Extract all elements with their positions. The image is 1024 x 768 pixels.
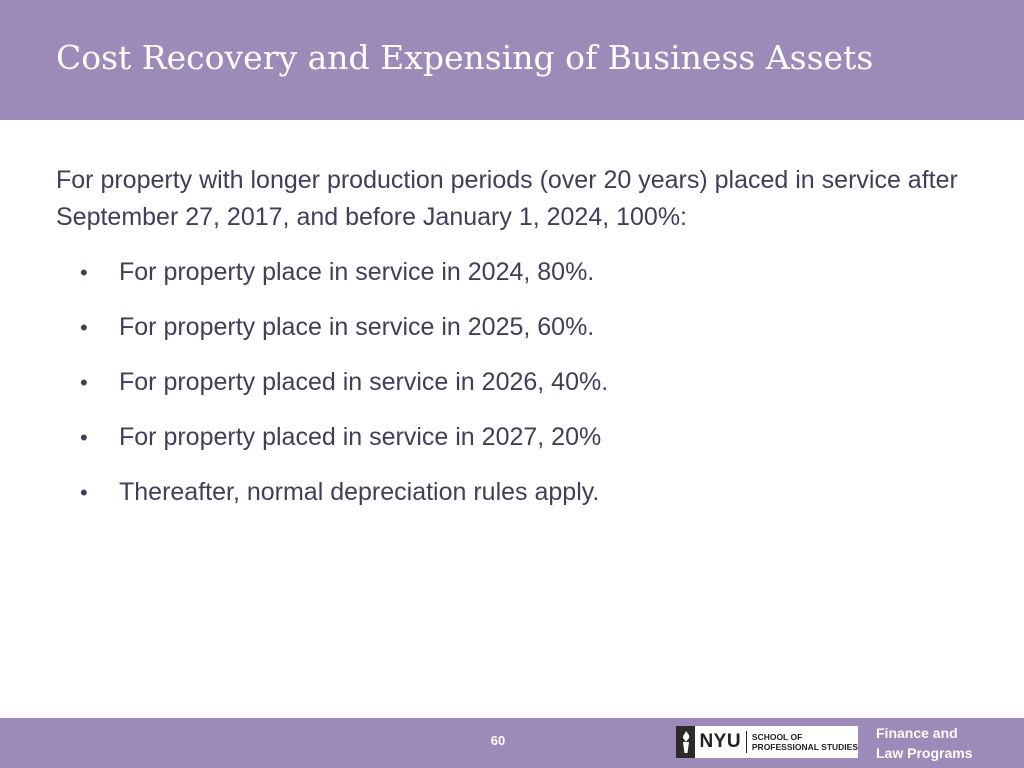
bullet-text: For property place in service in 2024, 80%.: [119, 258, 595, 286]
logo-nyu-text: NYU: [699, 731, 742, 752]
list-item: [80, 364, 608, 419]
list-item: [80, 254, 608, 309]
list-item: [80, 474, 608, 529]
title-band: [0, 0, 1024, 120]
intro-paragraph: For property with longer production periods (over 20 years) placed in service after September 27, 2017, and before January 1, 2024, 100%:: [56, 166, 958, 231]
torch-icon: [676, 726, 695, 758]
bullet-icon: •: [80, 260, 88, 285]
program-name: [876, 723, 972, 763]
bullet-icon: •: [80, 480, 88, 505]
program-line2: Law Programs: [876, 745, 973, 761]
bullet-icon: •: [80, 425, 88, 450]
bullet-icon: •: [80, 315, 88, 340]
program-line1: Finance and: [876, 725, 958, 741]
slide-title: Cost Recovery and Expensing of Business Assets: [56, 38, 874, 77]
list-item: [80, 419, 608, 474]
list-item: [80, 309, 608, 364]
logo-school-line1: SCHOOL OF: [751, 732, 803, 742]
bullet-text: For property placed in service in 2027, 20%: [119, 423, 602, 451]
bullet-text: Thereafter, normal depreciation rules apply.: [119, 478, 600, 506]
logo-school-text: [747, 732, 858, 752]
bullet-list: [80, 254, 608, 529]
page-number: 60: [490, 733, 506, 748]
logo-school-line2: PROFESSIONAL STUDIES: [751, 742, 858, 752]
footer-band: [0, 718, 1024, 768]
bullet-text: For property placed in service in 2026, 40%.: [119, 368, 609, 396]
nyu-sps-logo: [676, 726, 858, 758]
bullet-text: For property place in service in 2025, 60%.: [119, 313, 595, 341]
bullet-icon: •: [80, 370, 88, 395]
